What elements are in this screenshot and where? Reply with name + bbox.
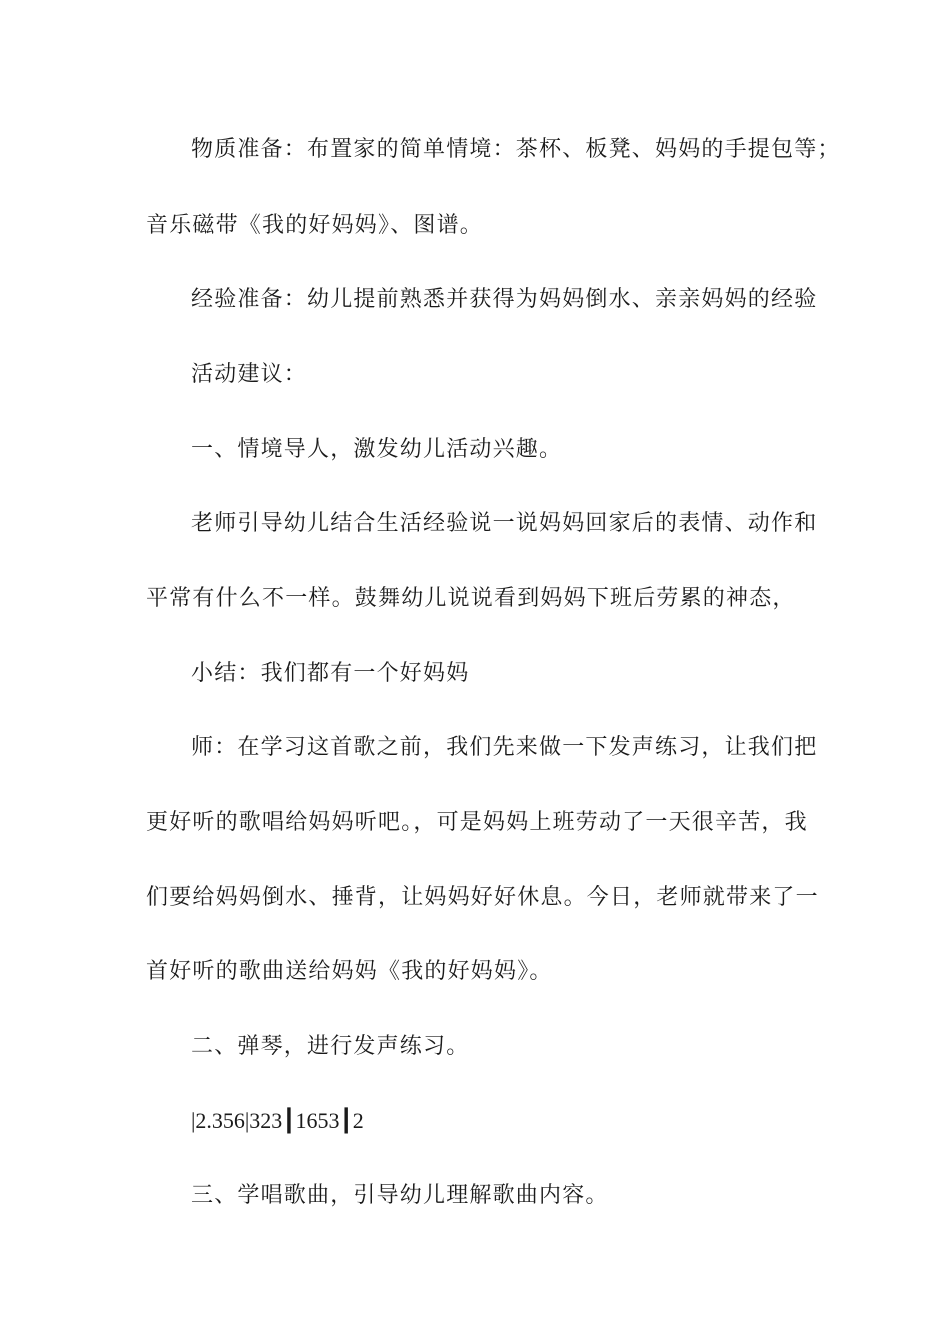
teacher-speech-line-4: 首好听的歌曲送给妈妈《我的好妈妈》。 [146,959,553,984]
teacher-speech-paragraph: 师：在学习这首歌之前，我们先来做一下发声练习，让我们把 [191,735,818,760]
material-preparation-continued: 音乐磁带《我的好妈妈》、图谱。 [146,213,484,238]
experience-preparation-line: 经验准备：幼儿提前熟悉并获得为妈妈倒水、亲亲妈妈的经验 [191,287,818,312]
teacher-speech-line-2: 更好听的歌唱给妈妈听吧。，可是妈妈上班劳动了一天很辛苦，我 [146,810,808,835]
material-preparation-line: 物质准备：布置家的简单情境：茶杯、板凳、妈妈的手提包等； [191,137,841,162]
teacher-guide-paragraph: 老师引导幼儿结合生活经验说一说妈妈回家后的表情、动作和 [191,511,818,536]
activity-suggestions-heading: 活动建议： [191,362,308,387]
section-one-heading: 一、情境导人，激发幼儿活动兴趣。 [191,437,563,462]
vocal-exercise-notation: |2.356|323┃1653┃2 [191,1108,364,1133]
teacher-guide-paragraph-continued: 平常有什么不一样。鼓舞幼儿说说看到妈妈下班后劳累的神态， [146,586,796,611]
teacher-speech-line-3: 们要给妈妈倒水、捶背，让妈妈好好休息。今日，老师就带来了一 [146,885,819,910]
summary-line: 小结：我们都有一个好妈妈 [191,661,470,686]
section-three-heading: 三、学唱歌曲，引导幼儿理解歌曲内容。 [191,1183,609,1208]
section-two-heading: 二、弹琴，进行发声练习。 [191,1034,470,1059]
